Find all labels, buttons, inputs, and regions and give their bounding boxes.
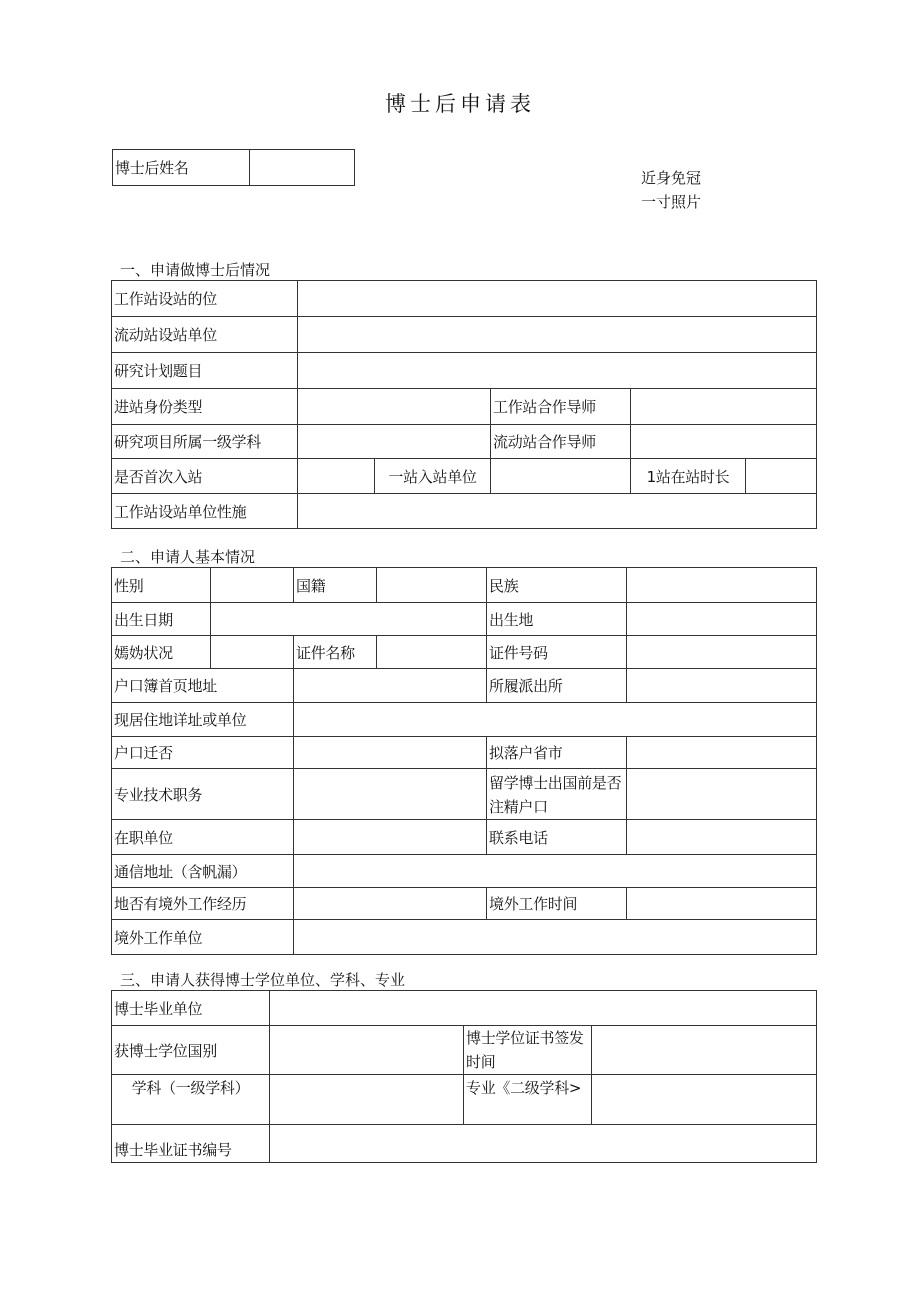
gender-label: 性别 <box>112 568 211 603</box>
id-type-field[interactable] <box>377 636 487 669</box>
professional-title-field[interactable] <box>294 769 487 820</box>
employer-field[interactable] <box>294 820 487 855</box>
workstation-advisor-label: 工作站合作导师 <box>491 389 631 425</box>
current-address-label: 现居住地详址或单位 <box>112 703 294 737</box>
section2-table <box>111 567 817 955</box>
degree-country-label: 获博士学位国别 <box>112 1026 270 1075</box>
graduation-unit-field[interactable] <box>270 991 817 1026</box>
mobile-station-unit-field[interactable] <box>298 317 817 353</box>
section1-heading: 一、申请做博士后情况 <box>120 261 271 279</box>
first-station-unit-label: 一站入站单位 <box>375 459 491 494</box>
mailing-address-field[interactable] <box>294 855 817 888</box>
employer-label: 在职单位 <box>112 820 294 855</box>
phone-label: 联系电话 <box>487 820 627 855</box>
overseas-question-label: 留学博士出国前是否注精户口 <box>487 769 627 820</box>
mobile-station-advisor-field[interactable] <box>631 425 817 459</box>
marital-status-label: 嫣妫状况 <box>112 636 211 669</box>
phone-field[interactable] <box>627 820 817 855</box>
name-table <box>112 149 355 186</box>
birthplace-field[interactable] <box>627 603 817 636</box>
name-field[interactable] <box>250 150 355 186</box>
overseas-unit-field[interactable] <box>294 920 817 955</box>
marital-status-field[interactable] <box>211 636 294 669</box>
discipline-field[interactable] <box>270 1075 464 1125</box>
mobile-station-unit-label: 流动站设站单位 <box>112 317 298 353</box>
overseas-experience-label: 地否有境外工作经历 <box>112 888 294 920</box>
research-topic-label: 研究计划题目 <box>112 353 298 389</box>
planned-registration-field[interactable] <box>627 737 817 769</box>
police-station-label: 所履派出所 <box>487 669 627 703</box>
birthplace-label: 出生地 <box>487 603 627 636</box>
overseas-experience-field[interactable] <box>294 888 487 920</box>
overseas-time-label: 境外工作时间 <box>487 888 627 920</box>
entry-identity-type-label: 进站身份类型 <box>112 389 298 425</box>
ethnicity-field[interactable] <box>627 568 817 603</box>
workstation-unit-field[interactable] <box>298 281 817 317</box>
workstation-advisor-field[interactable] <box>631 389 817 425</box>
id-number-field[interactable] <box>627 636 817 669</box>
certificate-number-label: 博士毕业证书编号 <box>112 1125 270 1163</box>
page-title: 博士后申请表 <box>385 92 535 116</box>
research-discipline-label: 研究项目所属一级学科 <box>112 425 298 459</box>
birth-date-field[interactable] <box>211 603 487 636</box>
first-station-duration-field[interactable] <box>746 459 817 494</box>
gender-field[interactable] <box>211 568 294 603</box>
id-type-label: 证件名称 <box>294 636 377 669</box>
id-number-label: 证件号码 <box>487 636 627 669</box>
first-entry-field[interactable] <box>298 459 375 494</box>
nationality-field[interactable] <box>377 568 487 603</box>
degree-country-field[interactable] <box>270 1026 464 1075</box>
household-transfer-field[interactable] <box>294 737 487 769</box>
household-address-field[interactable] <box>294 669 487 703</box>
section1-table <box>111 280 817 529</box>
major-label: 专业《二级学科> <box>464 1075 592 1125</box>
ethnicity-label: 民族 <box>487 568 627 603</box>
graduation-unit-label: 博士毕业单位 <box>112 991 270 1026</box>
overseas-question-field[interactable] <box>627 769 817 820</box>
workstation-nature-field[interactable] <box>298 494 817 529</box>
mailing-address-label: 通信地址（含帆漏） <box>112 855 294 888</box>
photo-line-2: 一寸照片 <box>641 193 702 211</box>
workstation-unit-label: 工作站设站的位 <box>112 281 298 317</box>
certificate-issue-time-label: 博士学位证书签发时间 <box>464 1026 592 1075</box>
section2-heading: 二、申请人基本情况 <box>120 548 256 566</box>
photo-placeholder <box>641 166 701 214</box>
first-station-duration-label: 1站在站时长 <box>631 459 746 494</box>
overseas-time-field[interactable] <box>627 888 817 920</box>
section3-table <box>111 990 817 1163</box>
overseas-unit-label: 境外工作单位 <box>112 920 294 955</box>
name-label: 博士后姓名 <box>113 150 250 186</box>
professional-title-label: 专业技术职务 <box>112 769 294 820</box>
birth-date-label: 出生日期 <box>112 603 211 636</box>
nationality-label: 国籍 <box>294 568 377 603</box>
section3-heading: 三、申请人获得博士学位单位、学科、专业 <box>120 971 406 989</box>
workstation-nature-label: 工作站设站单位性施 <box>112 494 298 529</box>
current-address-field[interactable] <box>294 703 817 737</box>
discipline-label: 学科（一级学科） <box>112 1075 270 1125</box>
photo-line-1: 近身免冠 <box>641 169 702 187</box>
household-address-label: 户口簿首页地址 <box>112 669 294 703</box>
certificate-issue-time-field[interactable] <box>592 1026 817 1075</box>
research-discipline-field[interactable] <box>298 425 491 459</box>
planned-registration-label: 拟落户省市 <box>487 737 627 769</box>
police-station-field[interactable] <box>627 669 817 703</box>
research-topic-field[interactable] <box>298 353 817 389</box>
first-station-unit-field[interactable] <box>491 459 631 494</box>
certificate-number-field[interactable] <box>270 1125 817 1163</box>
entry-identity-type-field[interactable] <box>298 389 491 425</box>
major-field[interactable] <box>592 1075 817 1125</box>
mobile-station-advisor-label: 流动站合作导师 <box>491 425 631 459</box>
first-entry-label: 是否首次入站 <box>112 459 298 494</box>
household-transfer-label: 户口迁否 <box>112 737 294 769</box>
